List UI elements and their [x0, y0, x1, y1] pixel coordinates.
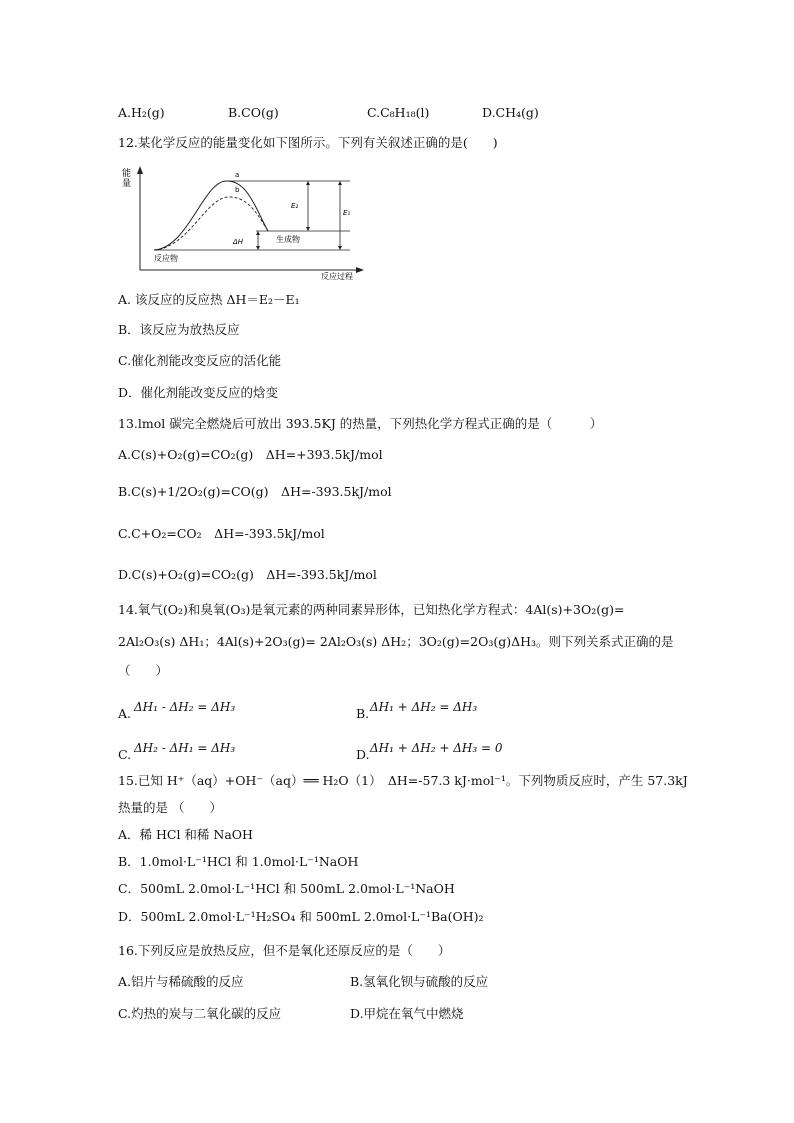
product-label: 生成物 [276, 235, 300, 244]
q14-option-b-letter: B. [356, 706, 370, 721]
q16-option-c: C.灼热的炭与二氧化碳的反应 [118, 1006, 282, 1021]
peak-b-label: b [235, 186, 240, 194]
q11-option-a: A.H₂(g) [118, 105, 165, 120]
curve-b [154, 197, 268, 250]
q14-stem-line2: 2Al₂O₃(s) ΔH₁；4Al(s)+2O₃(g)= 2Al₂O₃(s) ΔH₂；3O₂(g)=2O₃(g)ΔH₃。则下列关系式正确的是 [118, 634, 674, 649]
q14-option-c: ΔH₂ - ΔH₁ = ΔH₃ [134, 741, 236, 755]
q14-option-c-letter: C. [118, 747, 132, 762]
q16-option-d: D.甲烷在氧气中燃烧 [350, 1006, 464, 1021]
q14-option-d: ΔH₁ + ΔH₂ + ΔH₃ = 0 [370, 741, 503, 755]
q14-option-d-letter: D. [356, 747, 370, 762]
q15-option-a: A．稀 HCl 和稀 NaOH [118, 827, 253, 842]
e1-label: E₁ [343, 209, 351, 217]
q14-stem-line3: （ ） [118, 663, 169, 678]
q15-stem-line1: 15.已知 H⁺（aq）+OH⁻（aq）══ H₂O（1） ΔH=-57.3 kJ·mol⁻¹。下列物质反应时，产生 57.3kJ [118, 773, 688, 788]
q12-option-d: D．催化剂能改变反应的焓变 [118, 385, 279, 400]
y-axis-label-2: 量 [122, 179, 132, 189]
q13-option-d: D.C(s)+O₂(g)=CO₂(g) ΔH=-393.5kJ/mol [118, 567, 377, 582]
q16-option-b: B.氢氧化钡与硫酸的反应 [350, 974, 489, 989]
q14-option-a-letter: A. [118, 706, 132, 721]
q15-option-c: C．500mL 2.0mol·L⁻¹HCl 和 500mL 2.0mol·L⁻¹NaOH [118, 881, 455, 896]
reactant-label: 反应物 [154, 254, 178, 263]
q12-option-c: C.催化剂能改变反应的活化能 [118, 353, 282, 368]
e2-label: E₂ [291, 202, 299, 210]
q14-option-a: ΔH₁ - ΔH₂ = ΔH₃ [134, 700, 236, 714]
q12-option-b: B．该反应为放热反应 [118, 322, 240, 337]
q15-stem-line2: 热量的是 （ ） [118, 800, 222, 815]
q16-stem: 16.下列反应是放热反应，但不是氧化还原反应的是（ ） [118, 943, 451, 958]
q13-option-a: A.C(s)+O₂(g)=CO₂(g) ΔH=+393.5kJ/mol [118, 447, 383, 462]
q15-option-d: D．500mL 2.0mol·L⁻¹H₂SO₄ 和 500mL 2.0mol·L⁻¹Ba(OH)₂ [118, 909, 484, 924]
q13-option-c: C.C+O₂=CO₂ ΔH=-393.5kJ/mol [118, 526, 325, 541]
q15-option-b: B．1.0mol·L⁻¹HCl 和 1.0mol·L⁻¹NaOH [118, 854, 359, 869]
q11-option-d: D.CH₄(g) [482, 105, 539, 120]
q13-option-b: B.C(s)+1/2O₂(g)=CO(g) ΔH=-393.5kJ/mol [118, 484, 392, 499]
q12-option-a: A. 该反应的反应热 ΔH＝E₂－E₁ [118, 292, 300, 307]
q14-stem-line1: 14.氧气(O₂)和臭氧(O₃)是氧元素的两种同素异形体，已知热化学方程式：4Al(s)+3O₂(g)= [118, 602, 625, 617]
curve-a [154, 181, 268, 250]
x-axis-label: 反应过程 [321, 272, 353, 280]
energy-diagram [118, 160, 368, 280]
q11-option-b: B.CO(g) [228, 105, 279, 120]
dh-label: ΔH [233, 238, 244, 246]
q14-option-b: ΔH₁ + ΔH₂ = ΔH₃ [370, 700, 478, 714]
q13-stem: 13.lmol 碳完全燃烧后可放出 393.5KJ 的热量，下列热化学方程式正确的是（ ） [118, 416, 603, 431]
y-axis-label-1: 能 [122, 169, 132, 179]
q11-option-c: C.C₈H₁₈(l) [367, 105, 430, 120]
q16-option-a: A.铝片与稀硫酸的反应 [118, 974, 244, 989]
peak-a-label: a [235, 171, 240, 179]
q12-stem: 12.某化学反应的能量变化如下图所示。下列有关叙述正确的是( ) [118, 135, 498, 150]
